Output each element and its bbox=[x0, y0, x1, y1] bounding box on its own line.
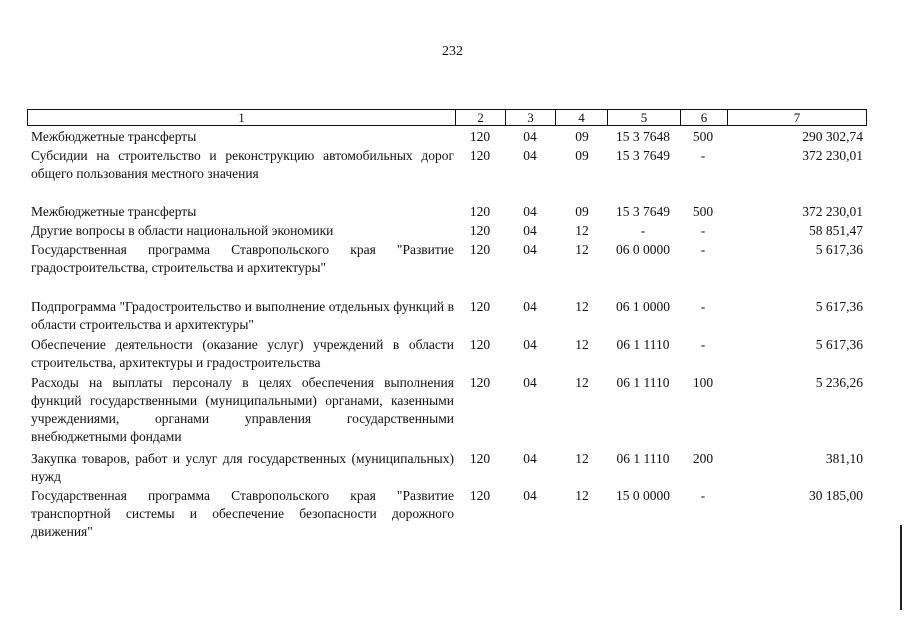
row-col-4: 12 bbox=[575, 375, 589, 390]
row-name: Закупка товаров, работ и услуг для государственных (муниципальных) нужд bbox=[31, 451, 454, 484]
header-col-3: 3 bbox=[505, 110, 555, 125]
row-name: Подпрограмма "Градостроительство и выполнение отдельных функций в области строительства и архитектуры" bbox=[31, 299, 454, 332]
row-col-4: 12 bbox=[575, 451, 589, 466]
row-col-6: 500 bbox=[692, 129, 714, 144]
row-col-3: 04 bbox=[523, 148, 537, 163]
row-col-5: 06 0 0000 bbox=[616, 242, 670, 257]
row-col-4: 12 bbox=[575, 223, 589, 238]
row-col-2: 120 bbox=[469, 299, 491, 314]
table-header bbox=[27, 109, 867, 126]
row-col-2: 120 bbox=[469, 129, 491, 144]
row-col-5: 06 1 1110 bbox=[616, 451, 670, 466]
row-name: Межбюджетные трансферты bbox=[31, 204, 197, 219]
page-number: 232 bbox=[442, 44, 463, 59]
row-col-3: 04 bbox=[523, 223, 537, 238]
row-col-2: 120 bbox=[469, 337, 491, 352]
header-col-2: 2 bbox=[455, 110, 505, 125]
row-col-7: 372 230,01 bbox=[802, 148, 863, 163]
row-col-2: 120 bbox=[469, 148, 491, 163]
row-col-6: 100 bbox=[692, 375, 714, 390]
header-col-5: 5 bbox=[607, 110, 680, 125]
row-col-6: - bbox=[700, 299, 706, 314]
scan-edge-mark bbox=[900, 525, 902, 610]
row-col-7: 5 617,36 bbox=[815, 299, 863, 314]
row-name: Государственная программа Ставропольского края "Развитие градостроительства, строительства и архитектуры" bbox=[31, 242, 454, 275]
row-name: Другие вопросы в области национальной экономики bbox=[31, 223, 334, 238]
row-col-7: 290 302,74 bbox=[802, 129, 863, 144]
row-col-7: 58 851,47 bbox=[809, 223, 863, 238]
row-col-5: - bbox=[640, 223, 646, 238]
header-col-6: 6 bbox=[680, 110, 727, 125]
header-col-4: 4 bbox=[555, 110, 607, 125]
header-col-7: 7 bbox=[727, 110, 866, 125]
row-col-4: 12 bbox=[575, 337, 589, 352]
row-col-2: 120 bbox=[469, 242, 491, 257]
row-col-3: 04 bbox=[523, 451, 537, 466]
row-col-4: 12 bbox=[575, 488, 589, 503]
row-col-5: 15 3 7649 bbox=[616, 204, 670, 219]
row-name: Расходы на выплаты персоналу в целях обеспечения выполнения функций государственными (муниципальными) органами, казенными учреждениями, органами управления государственными внебюджетными фондами bbox=[31, 375, 454, 444]
row-col-3: 04 bbox=[523, 129, 537, 144]
row-name: Государственная программа Ставропольского края "Развитие транспортной системы и обеспечение безопасности дорожного движения" bbox=[31, 488, 454, 539]
row-col-5: 06 1 1110 bbox=[616, 375, 670, 390]
row-name: Межбюджетные трансферты bbox=[31, 129, 197, 144]
row-col-5: 15 3 7648 bbox=[616, 129, 670, 144]
row-col-4: 09 bbox=[575, 204, 589, 219]
row-col-2: 120 bbox=[469, 223, 491, 238]
row-col-5: 15 3 7649 bbox=[616, 148, 670, 163]
row-col-3: 04 bbox=[523, 204, 537, 219]
row-col-3: 04 bbox=[523, 488, 537, 503]
row-name: Субсидии на строительство и реконструкцию автомобильных дорог общего пользования местного значения bbox=[31, 148, 454, 181]
header-col-1: 1 bbox=[238, 110, 245, 125]
row-col-4: 12 bbox=[575, 242, 589, 257]
row-col-5: 06 1 1110 bbox=[616, 337, 670, 352]
row-col-2: 120 bbox=[469, 204, 491, 219]
row-col-3: 04 bbox=[523, 375, 537, 390]
row-col-2: 120 bbox=[469, 488, 491, 503]
row-name: Обеспечение деятельности (оказание услуг) учреждений в области строительства, архитектуры и градостроительства bbox=[31, 337, 454, 370]
row-col-6: 500 bbox=[692, 204, 714, 219]
row-col-7: 372 230,01 bbox=[802, 204, 863, 219]
row-col-6: - bbox=[700, 488, 706, 503]
row-col-7: 381,10 bbox=[825, 451, 863, 466]
row-col-6: 200 bbox=[692, 451, 714, 466]
row-col-3: 04 bbox=[523, 337, 537, 352]
row-col-4: 09 bbox=[575, 148, 589, 163]
row-col-7: 5 617,36 bbox=[815, 337, 863, 352]
row-col-5: 06 1 0000 bbox=[616, 299, 670, 314]
row-col-3: 04 bbox=[523, 299, 537, 314]
row-col-7: 5 617,36 bbox=[815, 242, 863, 257]
row-col-6: - bbox=[700, 148, 706, 163]
row-col-6: - bbox=[700, 337, 706, 352]
row-col-7: 30 185,00 bbox=[809, 488, 863, 503]
row-col-5: 15 0 0000 bbox=[616, 488, 670, 503]
row-col-4: 12 bbox=[575, 299, 589, 314]
row-col-3: 04 bbox=[523, 242, 537, 257]
row-col-2: 120 bbox=[469, 375, 491, 390]
row-col-2: 120 bbox=[469, 451, 491, 466]
row-col-4: 09 bbox=[575, 129, 589, 144]
row-col-6: - bbox=[700, 223, 706, 238]
row-col-7: 5 236,26 bbox=[815, 375, 863, 390]
row-col-6: - bbox=[700, 242, 706, 257]
